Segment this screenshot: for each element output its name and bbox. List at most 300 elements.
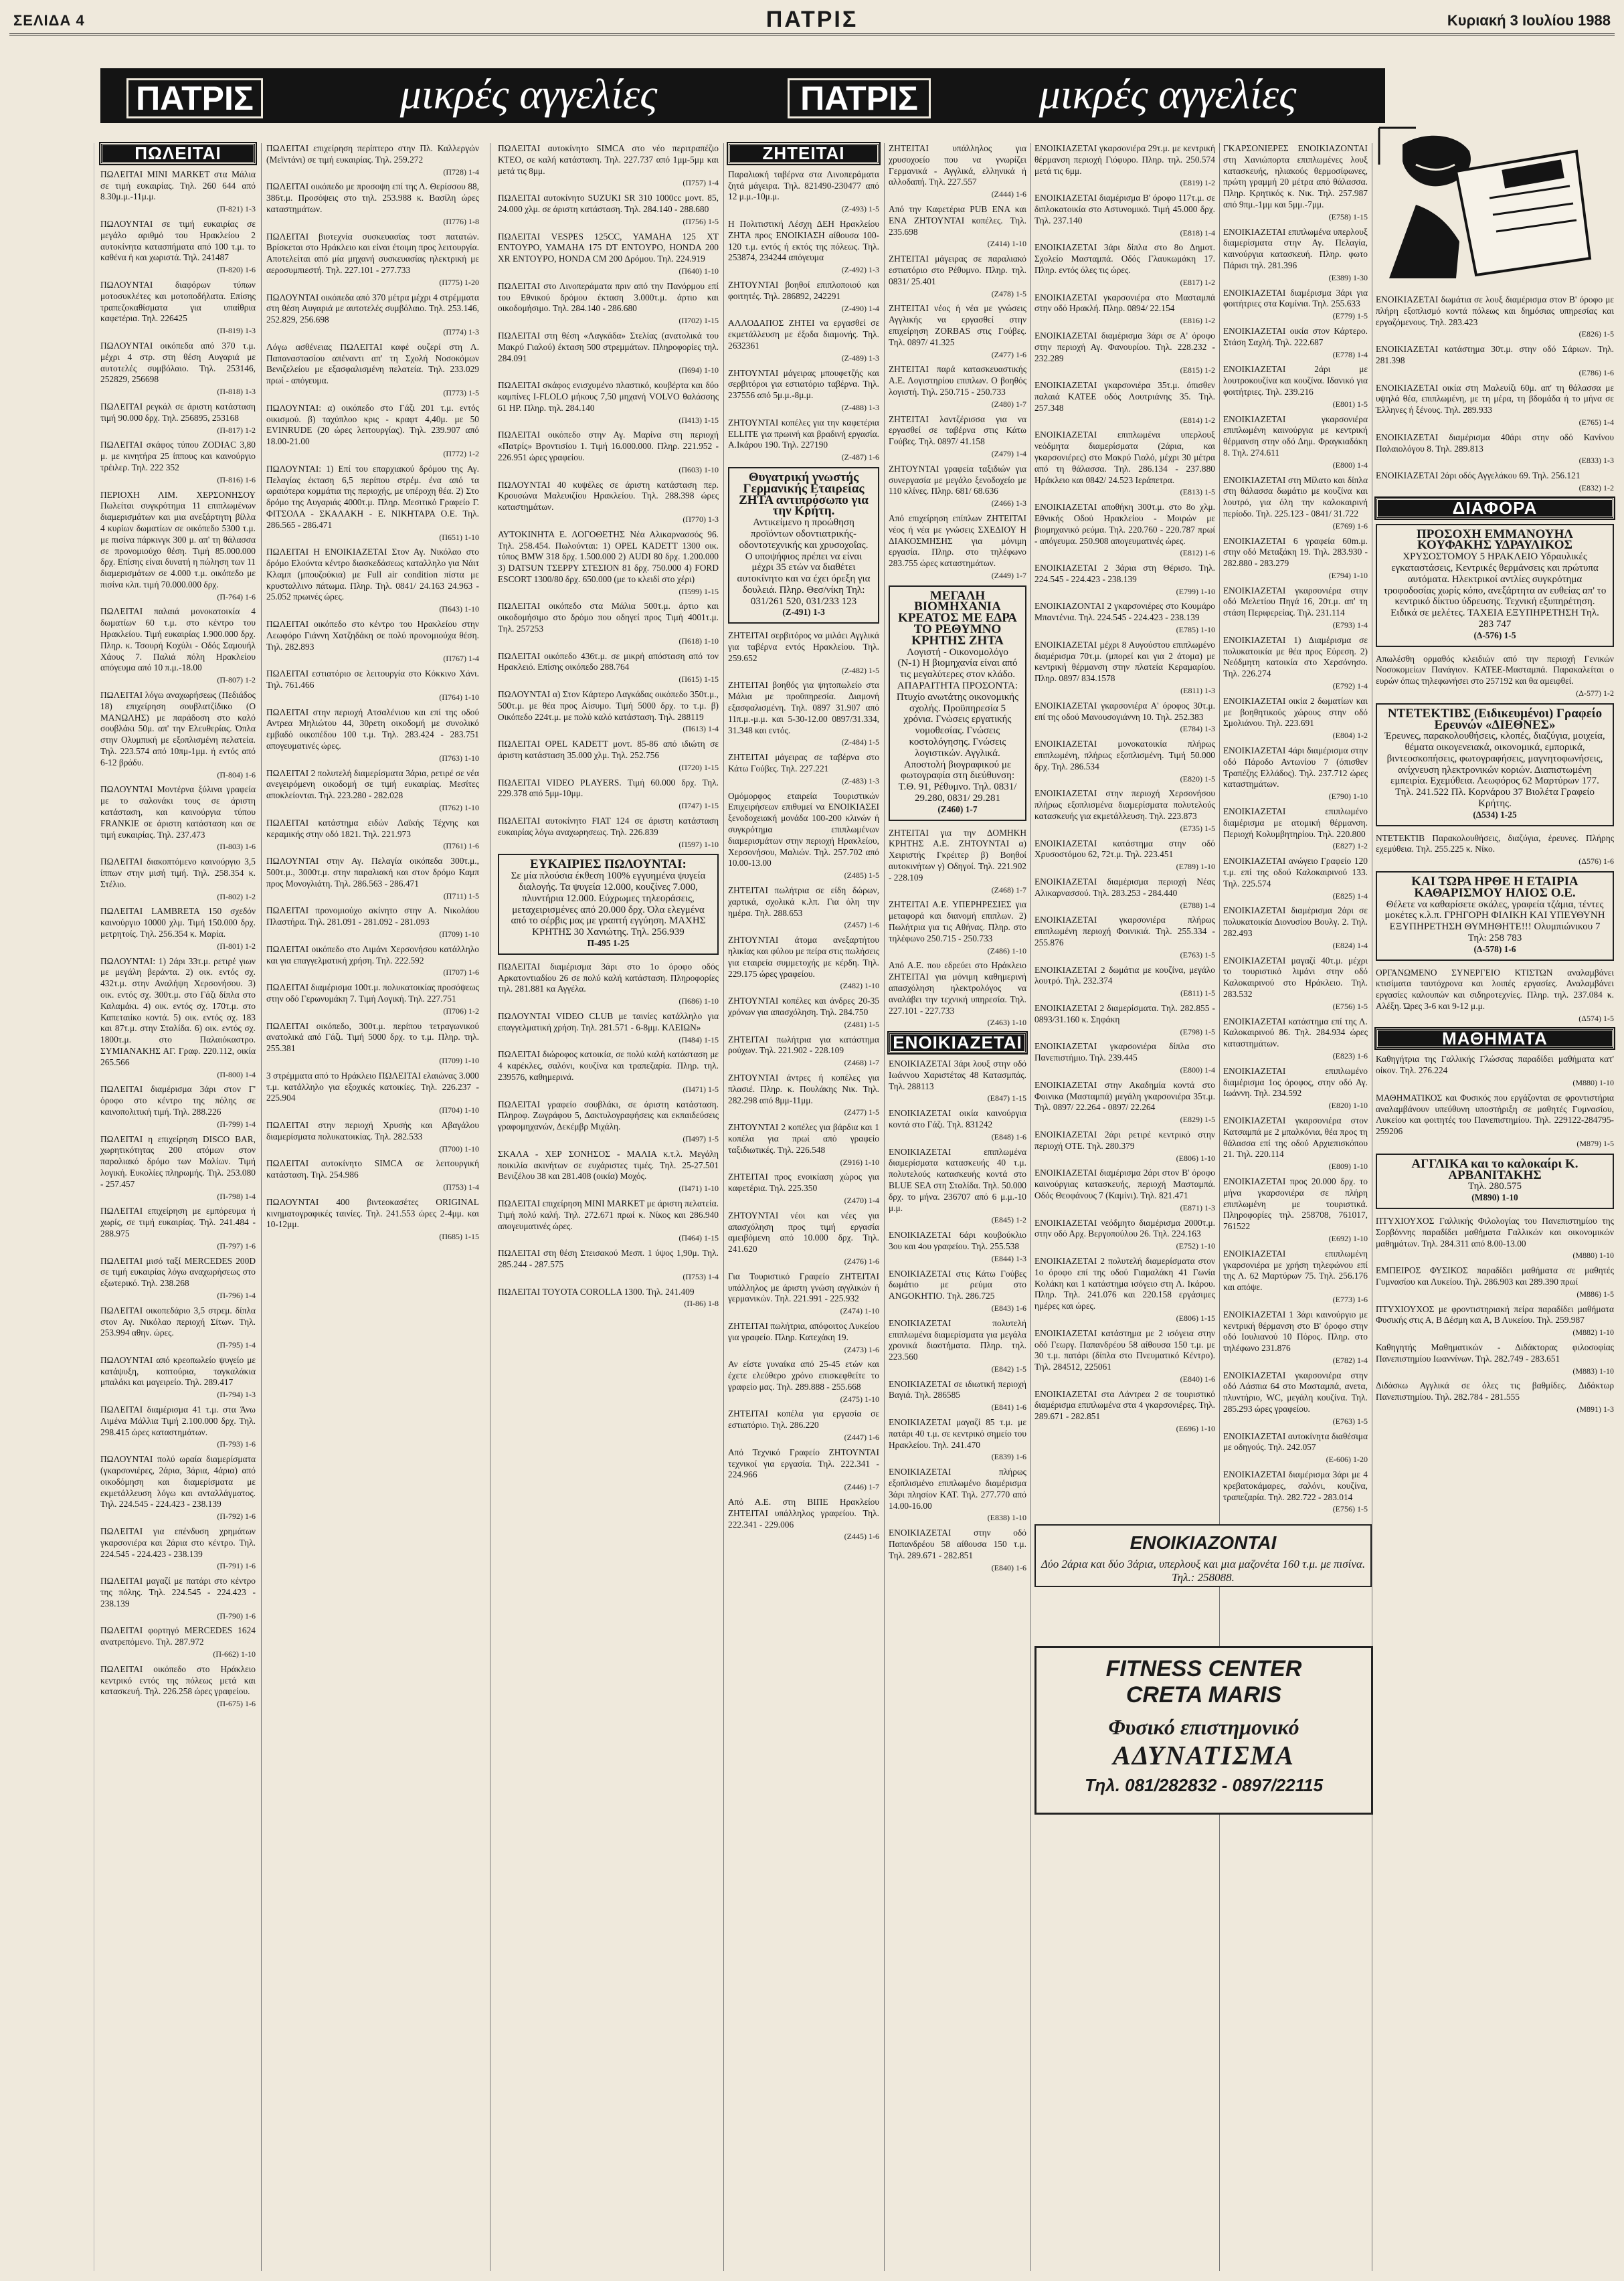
- patris-logo-right: ΠΑΤΡΙΣ: [783, 74, 935, 123]
- classified-ad: [728, 1359, 879, 1404]
- classified-ad: [1376, 432, 1614, 466]
- ad-text: ΠΩΛΕΙΤΑΙ διαμέρισμα 41 τ.μ. στα Άνω Λιμένα Μάλλια Τιμή 2.100.000 δρχ. Τηλ. 298.415 ώρες καταστημάτων.: [100, 1404, 256, 1437]
- ad-code: (Ζ445) 1-6: [844, 1532, 879, 1542]
- column-rule: [261, 143, 262, 2271]
- ad-code: (Ζ916) 1-10: [840, 1157, 879, 1167]
- classified-ad: [1034, 965, 1215, 999]
- classified-ad: [1223, 227, 1368, 284]
- ad-code: (Ε801) 1-5: [1332, 399, 1368, 409]
- classified-ad: [100, 1256, 256, 1301]
- classified-ad: [1223, 1249, 1368, 1305]
- classified-ad: [498, 739, 719, 773]
- ad-text: ΖΗΤΕΙΤΑΙ παρά κατασκευαστικής Α.Ε. Λογιστηρίου επιπλων. Ο βοηθός λογιστή. Τηλ. 250.715 - 250.733: [889, 364, 1026, 397]
- ad-code: (Π603) 1-10: [679, 464, 719, 474]
- ad-code: (Ε827) 1-2: [1332, 841, 1368, 851]
- ad-text: ΕΜΠΕΙΡΟΣ ΦΥΣΙΚΟΣ παραδίδει μαθήματα σε μαθητές Γυμνασίου και Λυκείου. Τηλ. 286.903 και 289.390 πρωί: [1376, 1265, 1614, 1287]
- classified-ad: [266, 1120, 479, 1154]
- ad-code: (Ζ486) 1-10: [987, 945, 1026, 955]
- ad-text: ΕΝΟΙΚΙΑΖΕΤΑΙ στα Λάντρεα 2 σε τουριστικό διαμέρισμα επιπλωμένα στα 4 γκαρσονιέρες. Τηλ. 289.671 - 282.851: [1034, 1388, 1215, 1422]
- ad-text: ΠΩΛΕΙΤΑΙ βιοτεχνία συσκευασίας τοστ πατατών. Βρίσκεται στο Ηράκλειο και είναι έτοιμη προς λειτουργία. Αποτελείται από μία μηχανή συσκευασίας ηλεκτρική με αεροσυμπιεστή. Τηλ. 227.101 - 277.733: [266, 231, 479, 275]
- ad-code: (Ε838) 1-10: [987, 1513, 1026, 1523]
- classified-ad: [889, 414, 1026, 460]
- ad-code: (Ζ-493) 1-5: [841, 204, 879, 214]
- ads-list: [1376, 294, 1614, 494]
- ad-code: (Π762) 1-10: [439, 803, 479, 813]
- ad-text: ΠΩΛΟΥΝΤΑΙ από κρεοπωλείο ψυγείο με κατάψυξη, κοπτούρια, ταγκαλάκια μπαλάκι και μαγειρείο. Τηλ. 289.417: [100, 1354, 256, 1388]
- ad-text: ΕΝΟΙΚΙΑΖΕΤΑΙ διαμέρισμα Β' όροφο 117τ.μ. σε διπλοκατοικία στο Αστυνομικό. Τιμή 45.000 δρχ. Τηλ. 237.140: [1034, 193, 1215, 225]
- ad-text: ΕΝΟΙΚΙΑΖΕΤΑΙ στην οδό Παπανδρέου 58 αίθουσα 150 τ.μ. Τηλ. 289.671 - 282.851: [889, 1528, 1026, 1560]
- ad-code: (Ε786) 1-6: [1578, 367, 1614, 377]
- boxed-ad: [1376, 1154, 1614, 1209]
- ad-text: Καθηγητής Μαθηματικών - Διδάκτορας φιλοσοφίας Πανεπιστημίου Ιωαννίνων. Τηλ. 282.749 - 283.651: [1376, 1342, 1614, 1364]
- classified-ad: [266, 707, 479, 764]
- ad-text: ΠΩΛΕΙΤΑΙ επιχείρηση MINI MARKET με άριστη πελατεία. Τιμή πολύ καλή. Τηλ. 272.671 πρωί κ. Νίκος και 286.940 απογευματινές ώρες.: [498, 1198, 719, 1231]
- classified-ad: [1034, 1041, 1215, 1075]
- ad-text: ΕΝΟΙΚΙΑΖΕΤΑΙ οικία στον Κάρτερο. Στάση Σαχλή. Τηλ. 222.687: [1223, 325, 1368, 347]
- ad-text: ΠΤΥΧΙΟΥΧΟΣ με φροντιστηριακή πείρα παραδίδει μαθήματα Φυσικής στις Α, Β Δέσμη και Α, Β Λυκείου. Τηλ. 259.987: [1376, 1303, 1614, 1326]
- ad-code: (Δ-578) 1-6: [1473, 943, 1516, 954]
- ad-code: (Ζ475) 1-10: [840, 1394, 879, 1404]
- ad-code: (Ζ-491) 1-3: [782, 607, 825, 618]
- classified-ad: [266, 818, 479, 852]
- ad-text: ΧΡΥΣΟΣΤΟΜΟΥ 5 ΗΡΑΚΛΕΙΟ Υδραυλικές εγκαταστάσεις, Κεντρικές θερμάνσεις και πρώτυπα αυτόματα. Ηλεκτρικοί αντλίες συγκρότημα τροφοδοσίας χωρίς κόπο, ανεξάρτητα αν ευθείας απ' το κεντρικό δίκτυο ύδρευσης. Τεχνική εξυπηρέτηση. Ειδικά σε μελέτες. ΤΑΧΕΙΑ ΕΞΥΠΗΡΕΤΗΣΗ Τηλ. 283 747: [1383, 551, 1607, 630]
- ad-code: (Ε820) 1-10: [1328, 1101, 1368, 1111]
- ad-code: (Μ880) 1-10: [1572, 1078, 1614, 1088]
- ad-code: (Ε815) 1-2: [1180, 365, 1215, 375]
- ad-code: (Μ879) 1-5: [1576, 1139, 1614, 1148]
- ad-text: ΠΩΛΕΙΤΑΙ επιχείρηση περίπτερο στην Πλ. Καλλεργών (Μεϊντάνι) σε τιμή ευκαιρίας. Τηλ. 259.272: [266, 143, 479, 165]
- classified-ad: [1223, 1469, 1368, 1515]
- ad-text: ΠΩΛΕΙΤΑΙ οικόπεδο 436τ.μ. σε μικρή απόσταση από τον Ηρακλειό. Επίσης οικόπεδο 288.764: [498, 650, 719, 672]
- ad-text: Από την Καφετέρια PUB ENA και ENA ΖΗΤΟΥΝΤΑΙ κοπέλες. Τηλ. 235.698: [889, 203, 1026, 237]
- ad-code: (Ζ-492) 1-3: [841, 265, 879, 275]
- classified-ad: [1034, 242, 1215, 288]
- classified-ad: [728, 318, 879, 363]
- classified-ad: [1376, 470, 1614, 494]
- ad-code: (Ε840) 1-6: [1180, 1374, 1215, 1384]
- ad-text: 3 στρέμματα από το Ηράκλειο ΠΩΛΕΙΤΑΙ ελαιώνας 3.000 τ.μ. κατάλληλο για εξοχικές κατοικίες. Τηλ. 226.237 - 225.904: [266, 1070, 479, 1103]
- ad-text: ΕΝΟΙΚΙΑΖΕΤΑΙ γκαρσονιέρα δίπλα στο Πανεπιστήμιο. Τηλ. 239.445: [1034, 1041, 1215, 1063]
- ad-text: ΖΗΤΕΙΤΑΙ υπάλληλος για χρυσοχοείο που να γνωρίζει Γερμανικά - Αγγλικά, ελληνικά ή αλλοδαπή. Τηλ. 227.557: [889, 143, 1026, 187]
- ad-text: ΕΝΟΙΚΙΑΖΕΤΑΙ επιπλωμένα υπερλουξ νεόδμητα διαμερίσματα (2άρια, και γκαρσονιέρες) στο Μακρύ Γιαλό, μέχρι 30 μέτρα από τη θάλασσα. Τηλ. 286.134 - 237.880 Ηράκλειο και 0842/ 24.523 Ιεράπετρα.: [1034, 430, 1215, 485]
- classified-ad: [100, 341, 256, 397]
- classified-ad: [728, 1073, 879, 1118]
- classified-ad: [728, 169, 879, 215]
- classified-ad: [266, 1021, 479, 1067]
- ad-text: ΕΝΟΙΚΙΑΖΕΤΑΙ γκαρσονιέρα επιπλωμένη καινούργια με κεντρική θέρμανση στην οδό Δημ. Φραγκιαδάκη 8. Τηλ. 274.611: [1223, 414, 1368, 458]
- column-rule: [884, 143, 885, 2271]
- fitness-line-1: FITNESS CENTER: [1105, 1656, 1302, 1681]
- ad-text: ΕΝΟΙΚΙΑΖΕΤΑΙ οικία καινούργια κοντά στο Γάζι. Τηλ. 831242: [889, 1108, 1026, 1129]
- classified-ad: [1223, 745, 1368, 802]
- classified-ad: [889, 1379, 1026, 1413]
- classified-ad: [728, 280, 879, 314]
- fitness-line-4: ΑΔΥΝΑΤΙΣΜΑ: [1113, 1740, 1295, 1770]
- classified-ad: [1376, 1054, 1614, 1088]
- ad-code: (Ε794) 1-10: [1328, 570, 1368, 580]
- ad-code: (Π704) 1-10: [439, 1105, 479, 1115]
- ad-text: ΠΩΛΕΙΤΑΙ LAMBRETA 150 σχεδόν καινούργιο 10000 χλμ. Τιμή 150.000 δρχ. μετρητοίς. Τηλ. 256.354 κ. Μαρία.: [100, 906, 256, 939]
- ad-text: ΕΝΟΙΚΙΑΖΕΤΑΙ 1) Διαμέρισμα σε πολυκατοικία με θέα προς Εύρεση. 2) Νεόδμητη κατοικία στο Χερσόνησο. Τηλ. 226.274: [1223, 634, 1368, 679]
- classified-ad: [889, 1269, 1026, 1314]
- ad-text: ΕΝΟΙΚΙΑΖΕΤΑΙ γκαρσονιέρα πλήρως επιπλωμένη περιοχή Φοινικιά. Τηλ. 255.334 - 255.876: [1034, 915, 1215, 947]
- classified-ad: [100, 606, 256, 686]
- ad-code: (Ε823) 1-6: [1332, 1051, 1368, 1061]
- ad-text: Λογιστή - Οικονομολόγο (Ν-1) Η βιομηχανία είναι από τις μεγαλύτερες στον κλάδο. ΑΠΑΡΑΙΤΗΤΑ ΠΡΟΣΟΝΤΑ: Πτυχίο ανωτάτης οικονομικής σχολής. Προϋπηρεσία 5 χρόνια. Γνώσεις εργατικής νομοθεσίας. Γνώσεις κοστολόγησης. Γνώσεις λογιστικών. Αγγλικά. Αποστολή βιογραφικού με φωτογραφία στη διεύθυνση: Τ.Θ. 91, Ρέθυμνο. Τηλ. 0831/ 29.280, 0831/ 29.281: [896, 646, 1019, 804]
- ad-text: ΕΝΟΙΚΙΑΖΕΤΑΙ πολυτελή επιπλωμένα διαμερίσματα για μεγάλα χρονικά διαστήματα. Πληρ. τηλ. 223.560: [889, 1317, 1026, 1362]
- ad-code: (Ζ446) 1-7: [844, 1482, 879, 1492]
- boxed-ad-heading: ΜΕΓΑΛΗ ΒΙΟΜΗΧΑΝΙΑ ΚΡΕΑΤΟΣ ΜΕ ΕΔΡΑ ΤΟ ΡΕΘΥΜΝΟ ΚΡΗΤΗΣ ΖΗΤΑ: [898, 588, 1017, 648]
- ad-text: ΕΝΟΙΚΙΑΖΟΝΤΑΙ 2 γκαρσονιέρες στο Κουμάρο Μπαντένια. Τηλ. 224.545 - 224.423 - 238.139: [1034, 601, 1215, 623]
- classified-ad: [498, 1011, 719, 1045]
- ad-code: (Ζ-490) 1-4: [841, 303, 879, 313]
- ad-text: ΠΩΛΕΙΤΑΙ οικοπεδάριο 3,5 στρεμ. δίπλα στον Αγ. Νικόλαο περιοχή Σίτων. Τηλ. 253.994 αθην. ώρες.: [100, 1305, 256, 1338]
- classified-ad: [266, 464, 479, 543]
- ads-list: [1376, 1054, 1614, 1415]
- ad-code: (Ε871) 1-3: [1180, 1202, 1215, 1212]
- classified-ad: [1376, 1380, 1614, 1415]
- ad-code: (Π-801) 1-2: [217, 941, 256, 951]
- classified-ad: [889, 960, 1026, 1028]
- ad-code: (Π-675) 1-6: [217, 1699, 256, 1709]
- ad-text: ΠΩΛΕΙΤΑΙ σκάφος ενισχυμένο πλαστικό, κουβέρτα και δύο καμπίνες Ι-FLOLO μήκους 7,50 μηχανή VOLVO θαλάσσης 61 HP. Πληρ. τηλ. 284.140: [498, 380, 719, 413]
- ad-text: ΠΩΛΟΥΝΤΑΙ α) Στον Κάρτερο Λαγκάδας οικόπεδο 350τ.μ., 500τ.μ. με θέα προς Αίσυμο. Τιμή 5000 δρχ. το τ.μ. β) Οικόπεδο 224τ.μ. με πολύ καλό κατάσταση. Τηλ. 288119: [498, 689, 719, 722]
- ad-code: (Ζ449) 1-7: [991, 570, 1026, 580]
- classified-ad: [498, 689, 719, 735]
- ad-code: (Ζ460) 1-7: [937, 804, 978, 814]
- ad-text: ΠΩΛΕΙΤΑΙ οικόπεδο στην Αγ. Μαρίνα στη περιοχή «Πατρίς» Βροντισίου 1. Τιμή 16.000.000. Πληρ. 221.952 - 226.951 ώρες γραφείου.: [498, 430, 719, 462]
- boxed-ad: [1376, 871, 1614, 961]
- classified-ad: [1034, 380, 1215, 426]
- ad-text: ΠΩΛΕΙΤΑΙ μαγαζί με πατάρι στο κέντρο της πόλης. Τηλ. 224.545 - 224.423 - 238.139: [100, 1576, 256, 1609]
- ad-code: (Ζ-484) 1-5: [841, 737, 879, 747]
- classified-ad: [728, 1172, 879, 1206]
- ads-list: [889, 1059, 1026, 1573]
- classifieds-title-right: μικρές αγγελίες: [1039, 70, 1297, 118]
- ad-code: (Ζ468) 1-7: [844, 1058, 879, 1068]
- ad-text: Απωλέσθη ορμαθός κλειδιών από την περιοχή Γενικών Νοσοκομείων Πανάγιον. ΚΑΤΕΕ-Μασταμπά. Παρακαλείται ο ευρών όπως τηλεφωνήσει στο 257192 και θα αμειφθεί.: [1376, 653, 1614, 687]
- ad-code: (Ε769) 1-6: [1332, 521, 1368, 531]
- ad-code: (Π753) 1-4: [683, 1271, 719, 1281]
- classified-ad: [728, 791, 879, 881]
- ad-code: (Π764) 1-10: [439, 692, 479, 702]
- ad-text: Για Τουριστικό Γραφείο ΖΗΤΕΙΤΑΙ υπάλληλος με άριστη γνώση αγγλικών ή γερμανικών. Τηλ. 221.991 - 225.932: [728, 1271, 879, 1304]
- ad-code: (Π757) 1-4: [683, 178, 719, 188]
- ad-code: (Π728) 1-4: [443, 167, 479, 177]
- ad-code: (Π767) 1-4: [443, 654, 479, 664]
- ad-code: (Ε826) 1-5: [1578, 329, 1614, 339]
- classified-ad: [1223, 143, 1368, 223]
- classified-ad: [1223, 696, 1368, 741]
- classified-ad: [1034, 838, 1215, 873]
- classified-ad: [100, 440, 256, 485]
- ad-text: Από επιχείρηση επίπλων ΖΗΤΕΙΤΑΙ νέος ή νέα με γνώσεις ΣΧΕΔΙΟΥ Η ΔΙΑΚΟΣΜΗΣΗΣ για μόνιμη εργασία. Πληρ. στο τηλέφωνο 283.755 ώρες καταστημάτων.: [889, 513, 1026, 569]
- ad-code: (Ε847) 1-15: [987, 1093, 1026, 1103]
- classified-ad: [889, 1528, 1026, 1573]
- ad-text: ΕΝΟΙΚΙΑΖΕΤΑΙ επιπλωμένο διαμέρισμα 1ος όροφος, στην οδό Αγ. Ιωάννη. Τηλ. 234.592: [1223, 1065, 1368, 1099]
- ad-text: Τηλ. 280.575: [1468, 1181, 1522, 1192]
- classified-ad: [498, 430, 719, 475]
- ad-code: (Π599) 1-15: [679, 586, 719, 596]
- ad-code: (Π707) 1-6: [443, 968, 479, 978]
- ad-code: (Ζ474) 1-10: [840, 1306, 879, 1316]
- classified-ad: [266, 668, 479, 703]
- classified-ad: [498, 380, 719, 426]
- classified-ad: [266, 547, 479, 615]
- classified-ad: [1034, 1168, 1215, 1213]
- ad-text: ΖΗΤΟΥΝΤΑΙ 2 κοπέλες για βάρδια και 1 κοπέλα για πρωί από γραφείο ταξιδιωτικές. Τηλ. 226.548: [728, 1122, 879, 1155]
- classified-ad: [100, 1576, 256, 1621]
- classified-ad: [498, 1099, 719, 1145]
- classified-ad: [1223, 1016, 1368, 1062]
- ad-code: (Ε833) 1-3: [1578, 456, 1614, 466]
- ad-code: (Π685) 1-15: [439, 1232, 479, 1242]
- boxed-ad-heading: ΝΤΕΤΕΚΤΙΒΣ (Ειδικευμένοι) Γραφείο Ερευνών «ΔΙΕΘΝΕΣ»: [1387, 706, 1603, 732]
- ad-text: ΠΩΛΕΙΤΑΙ η επιχείρηση DISCO BAR, χωρητικότητας 200 ατόμων στον παραλιακό δρόμο των Μαλίων. Τιμή λογική. Ευκολίες πληρωμής. Τηλ. 253.080 - 257.457: [100, 1133, 256, 1189]
- ad-text: Σε μία πλούσια έκθεση 100% εγγυημένα ψυγεία διαλογής. Τα ψυγεία 12.000, κουζίνες 7.000, πλυντήρια 12.000. Εύχρωμες τηλεοράσεις, μεταχειρισμένες από 20.000 δρχ. Όλα ελεγμένα από το σέρβις μας με γραπτή εγγύηση. ΜΑΧΗΣ ΚΡΗΤΗΣ 30 Χανιώτης. Τηλ. 256.939: [511, 871, 706, 938]
- classified-ad: [1034, 701, 1215, 735]
- ad-text: ΠΩΛΟΥΝΤΑΙ διαφόρων τύπων μοτοσυκλέτες και μοτοποδήλατα. Επίσης τραπεζοκαθίσματα για υπαίθρια καφετέρια. Τηλ. 226425: [100, 279, 256, 324]
- section-header-wanted: ΖΗΤΕΙΤΑΙ: [728, 143, 879, 164]
- boxed-ad-heading: ΚΑΙ ΤΩΡΑ ΗΡΘΕ Η ΕΤΑΙΡΙΑ ΚΑΘΑΡΙΣΜΟΥ ΗΛΙΟΣ Ο.Ε.: [1411, 875, 1578, 900]
- classified-ad: [728, 885, 879, 931]
- classified-ad: [889, 204, 1026, 250]
- ads-list: [1034, 143, 1215, 1435]
- classified-ad: [100, 690, 256, 780]
- ad-code: (Μ883) 1-10: [1572, 1366, 1614, 1376]
- ad-text: ΕΝΟΙΚΙΑΖΕΤΑΙ μέχρι 8 Αυγούστου επιπλωμένο διαμέρισμα 70τ.μ. (μπορεί και για 2 άτομα) με κεντρική θέρμανση στην πλατεία Κεραμαρίου. Πληρ. 0897/ 834.1578: [1034, 639, 1215, 684]
- classified-ad: [498, 1287, 719, 1310]
- ad-code: (Ζ482) 1-10: [840, 981, 879, 991]
- ad-text: ΖΗΤΕΙΤΑΙ πωλήτρια για κατάστημα ρούχων. Τηλ. 221.902 - 228.109: [728, 1034, 879, 1056]
- ad-text: ΖΗΤΟΥΝΤΑΙ κοπέλες για την καφετέρια ELLITE για πρωινή και βραδινή εργασία. Α.Ικάρου 190. Τηλ. 227190: [728, 417, 879, 450]
- classified-ad: [1376, 1304, 1614, 1338]
- ad-code: (Π651) 1-10: [439, 532, 479, 542]
- ad-text: ΠΩΛΕΙΤΑΙ διαμέρισμα 3άρι στον Γ' όροφο στο κέντρο της πόλης σε καινοπολιτική τιμή. Τηλ. 288.226: [100, 1084, 256, 1117]
- ad-text: ΠΩΛΕΙΤΑΙ στην περιοχή Ατσαλένιου και επί της οδού Αντρεα Μηλιώτου 44, 30ρετη οικοδομή με συνολικό εμβαδό οικοπέδου 100 τ.μ. Τηλ. 283.424 - 283.751 απογευματινές ώρες.: [266, 707, 479, 751]
- classified-ad: [1223, 1431, 1368, 1465]
- ad-text: ΖΗΤΕΙΤΑΙ προς ενοικίαση χώρος για καφετέρια. Τηλ. 225.350: [728, 1172, 879, 1194]
- column-6: [1034, 143, 1215, 1508]
- ad-code: (Ε829) 1-5: [1180, 1115, 1215, 1125]
- ad-text: ΠΩΛΟΥΝΤΑΙ VIDEO CLUB με ταινίες κατάλληλο για επαγγελματική χρήση. Τηλ. 281.571 - 6-8μμ. ΚΛΕΙΩΝ»: [498, 1010, 719, 1032]
- ad-text: ΠΩΛΕΙΤΑΙ αυτοκίνητο SIMCA σε λειτουργική κατάσταση. Τηλ. 254.986: [266, 1158, 479, 1180]
- ad-code: (Π775) 1-20: [439, 277, 479, 287]
- ad-text: ΠΩΛΕΙΤΑΙ για επένδυση χρημάτων γκαρσονιέρα και 2άρια στο κέντρο. Τηλ. 224.545 - 224.423 - 238.139: [100, 1526, 256, 1559]
- ad-text: ΠΩΛΕΙΤΑΙ διαμέρισμα 100τ.μ. πολυκατοικίας προσόψεως στην οδό Γερωνυμάκη 7. Τιμή Λογική. Τηλ. 227.751: [266, 982, 479, 1004]
- classified-ad: [889, 1108, 1026, 1142]
- classified-ad: [1034, 739, 1215, 784]
- ad-code: (Π464) 1-15: [679, 1233, 719, 1243]
- column-5: [889, 143, 1026, 1577]
- ad-text: ΠΩΛΟΥΝΤΑΙ στην Αγ. Πελαγία οικόπεδα 300τ.μ., 500τ.μ., 3000τ.μ. στην παραλιακή και στον δρόμο Καμπ προς Μονογλιάτη. Τηλ. 286.563 - 286.471: [266, 856, 479, 889]
- ad-text: ΕΝΟΙΚΙΑΖΕΤΑΙ διαμέρισμα 3άρι για φοιτήτριες στα Καμίνια. Τηλ. 255.633: [1223, 287, 1368, 309]
- column-3: [498, 143, 719, 1313]
- paper-name: ΠΑΤΡΙΣ: [765, 7, 859, 32]
- ad-text: ΠΩΛΕΙΤΑΙ γραφείο σουβλάκι, σε άριστη κατάσταση. Πληροφ. Ζωγράφου 5, Δακτυλογραφήσεις και εκπαιδεύσεις γραφομηχανών, Δεκέμβρ Μιχάλη.: [498, 1099, 719, 1132]
- ad-code: (Ε812) 1-6: [1180, 548, 1215, 558]
- column-8: [1376, 294, 1614, 1419]
- classified-ad: [728, 1497, 879, 1542]
- ad-code: (Ε752) 1-10: [1176, 1241, 1215, 1251]
- ad-text: ΕΝΟΙΚΙΑΖΕΤΑΙ μαγαζί 85 τ.μ. με πατάρι 40 τ.μ. σε κεντρικό σημείο του Ηρακλείου. Τηλ. 241.470: [889, 1417, 1026, 1450]
- ad-text: Καθηγήτρια της Γαλλικής Γλώσσας παραδίδει μαθήματα κατ' οίκον. Τηλ. 276.224: [1376, 1054, 1614, 1076]
- ad-text: ΠΩΛΕΙΤΑΙ σκάφος τύπου ZODIAC 3,80 μ. με κινητήρα 25 ίππους και καινούργιο τρέιλερ. Τηλ. 222 352: [100, 440, 256, 472]
- ad-text: ΠΩΛΕΙΤΑΙ διώροφος κατοικία, σε πολύ καλή κατάσταση με 4 καρέκλες, σαλόνι, κουζίνα και τραπεζαρία. Πληρ. τηλ. 239576, καθημερινά.: [498, 1049, 719, 1082]
- ads-list: [1223, 143, 1368, 1515]
- classified-ad: [1223, 1370, 1368, 1427]
- column-7: [1223, 143, 1368, 1514]
- ad-code: (Ε784) 1-3: [1180, 724, 1215, 734]
- ad-text: ΖΗΤΟΥΝΤΑΙ κοπέλες και άνδρες 20-35 χρόνων για απασχόληση. Τηλ. 284.750: [728, 996, 879, 1017]
- ad-text: ΕΝΟΙΚΙΑΖΕΤΑΙ αποθήκη 300τ.μ. στο 8ο χλμ. Εθνικής Οδού Ηρακλείου - Μοιρών με βιομηχανικό ρεύμα. Τηλ. 220.760 - 220.787 πρωί - απόγευμα. 250.908 απογευματινές ώρες.: [1034, 502, 1215, 546]
- classified-ad: [1034, 1080, 1215, 1125]
- ad-text: ΕΝΟΙΚΙΑΖΕΤΑΙ στην περιοχή Χερσονήσου πλήρως εξοπλισμένα διαμερίσματα πολυτελούς κατασκευής για εκμετάλλευση. Τηλ. 223.873: [1034, 788, 1215, 822]
- classified-ad: [1223, 1115, 1368, 1172]
- ad-code: (Ε843) 1-6: [991, 1303, 1026, 1313]
- ad-text: ΠΩΛΕΙΤΑΙ διακοπτόμενο καινούργιο 3,5 ίππων στην μισή τιμή. Τηλ. 258.354 κ. Στέλιο.: [100, 856, 256, 889]
- ad-code: (Ε778) 1-4: [1332, 349, 1368, 359]
- ad-text: Θέλετε να καθαρίσετε σκάλες, γραφεία τζάμια, τέντες μοκέτες κ.λ.π. ΓΡΗΓΟΡΗ ΦΙΛΙΚΗ ΚΑΙ ΥΠΕΥΘΥΝΗ ΕΞΥΠΗΡΕΤΗΣΗ ΘΥΜΗΘΗΤΕ!!! Ολυμπιώνικου 7 Τηλ: 258 783: [1384, 899, 1605, 944]
- classified-ad: [498, 529, 719, 598]
- column-rule: [723, 143, 724, 2271]
- ad-code: (Π-820) 1-6: [217, 265, 256, 275]
- ad-text: ΑΛΛΟΔΑΠΟΣ ΖΗΤΕΙ να εργασθεί σε εκμετάλλευση με έξοδα διαμονής. Τηλ. 2632361: [728, 318, 879, 351]
- classified-ad: [1223, 364, 1368, 409]
- ad-code: (Ε798) 1-5: [1180, 1026, 1215, 1036]
- ad-text: ΕΝΟΙΚΙΑΖΕΤΑΙ αυτοκίνητα διαθέσιμα με οδηγούς. Τηλ. 242.057: [1223, 1431, 1368, 1453]
- ad-code: (Ε800) 1-4: [1332, 460, 1368, 470]
- ad-text: ΠΩΛΟΥΝΤΑΙ: α) οικόπεδο στο Γάζι 201 τ.μ. εντός οικισμού. β) ταχύπλοο κρις - κραφτ 4,40μ. με 50 EVINRUDE (20 ώρες λειτουργίας). Τηλ. 239.907 από 18.00-21.00: [266, 402, 479, 447]
- ad-code: (Π-799) 1-4: [217, 1119, 256, 1129]
- classified-ad: [266, 1071, 479, 1116]
- classified-ad: [100, 401, 256, 436]
- ad-text: ΖΗΤΕΙΤΑΙ νέος ή νέα με γνώσεις Αγγλικής να εργασθεί στην επιχείρηση ZORBAS στις Γούβες. Τηλ. 0897/ 41.325: [889, 303, 1026, 347]
- classified-ad: [889, 1318, 1026, 1375]
- ad-code: (Ε785) 1-10: [1176, 625, 1215, 635]
- column-1: [100, 143, 256, 1714]
- ad-text: ΕΝΟΙΚΙΑΖΕΤΑΙ διαμέρισμα 2άρι σε πολυκατοικία Διονυσίου Βουλγ. 2. Τηλ. 282.493: [1223, 905, 1368, 938]
- classified-ad: [1223, 585, 1368, 631]
- ad-code: (Π-807) 1-2: [217, 675, 256, 685]
- ad-text: ΠΩΛΕΙΤΑΙ προνομιούχο ακίνητο στην Α. Νικολάου Πλαστήρα. Τηλ. 281.091 - 281.092 - 281.093: [266, 905, 479, 927]
- ad-code: (Π763) 1-10: [439, 753, 479, 763]
- ad-text: ΝΤΕΤΕΚΤΙΒ Παρακολουθήσεις, διαζύγια, έρευνες. Πλήρης εχεμύθεια. Τηλ. 255.225 κ. Νίκο.: [1376, 832, 1614, 854]
- ad-code: (Π686) 1-10: [679, 996, 719, 1006]
- classified-ad: [889, 364, 1026, 409]
- classified-ad: [100, 1404, 256, 1450]
- ad-code: (Π471) 1-5: [683, 1084, 719, 1094]
- ad-code: (Π-816) 1-6: [217, 474, 256, 484]
- classified-ad: [498, 816, 719, 850]
- ad-text: ΠΩΛΕΙΤΑΙ αυτοκίνητο FIAT 124 σε άριστη κατάσταση ευκαιρίας λόγω αναχωρησεως. Τηλ. 226.839: [498, 816, 719, 837]
- ad-text: ΕΝΟΙΚΙΑΖΕΤΑΙ κατάστημα 30τ.μ. στην οδό Σάριων. Τηλ. 281.398: [1376, 344, 1614, 365]
- ad-code: (Π618) 1-10: [679, 636, 719, 646]
- ad-code: (Π-794) 1-3: [217, 1390, 256, 1400]
- ad-code: (Ζ477) 1-6: [991, 349, 1026, 359]
- classified-ad: [100, 280, 256, 337]
- ad-text: ΠΩΛΟΥΝΤΑΙ οικόπεδα από 370 μέτρα μέχρι 4 στρέμματα στη θέση Αυγαριά με αυτοτελές συμβόλαιο. Τηλ. 253.146, 252.829, 256.698: [266, 292, 479, 325]
- ad-text: ΕΝΟΙΚΙΑΖΕΤΑΙ μαγαζί 40τ.μ. μέχρι το τουριστικό λιμάνι στην οδό Καλοκαιρινού στο Ηράκλειο. Τηλ. 283.532: [1223, 955, 1368, 999]
- ad-text: ΖΗΤΕΙΤΑΙ σερβιτόρος να μιλάει Αγγλικά για ταβέρνα εντός Ηρακλείου. Τηλ. 259.652: [728, 630, 879, 663]
- boxed-ad-heading: ΕΥΚΑΙΡΙΕΣ ΠΩΛΟΥΝΤΑΙ:: [530, 857, 687, 872]
- ad-text: ΠΩΛΕΙΤΑΙ ρεγκάλ σε άριστη κατάσταση τιμή 90.000 δρχ. Τηλ. 256895, 253168: [100, 401, 256, 423]
- ad-text: Από Α.Ε. που εδρεύει στο Ηράκλειο ΖΗΤΕΙΤΑΙ για μόνιμη καθημερινή απασχόληση ηλεκτρολόγος να αναλάβει την τεχνική υπηρεσία. Τηλ. 227.101 - 227.733: [889, 960, 1026, 1016]
- ad-text: ΠΩΛΟΥΝΤΑΙ: 1) Επί του επαρχιακού δρόμου της Αγ. Πελαγίας έκταση 6,5 περίπου στρέμ. ένα από τα ωραιότερα κομμάτια της περιοχής, με υπέροχη θέα. 2) Στο δρόμο της Αυγαριάς 4000τ.μ. Πληρ. Μεσιτικό Γραφείο Γ. ΦΙΤΣΟΛΑ - ΣΚΑΛΑΚΗ - Ε. ΝΙΚΗΤΑΡΑ Ο.Ε. Τηλ. 286.565 - 286.471: [266, 463, 479, 530]
- classified-ad: [889, 1147, 1026, 1226]
- ad-text: ΠΩΛΕΙΤΑΙ MINI MARKET στα Μάλια σε τιμή ευκαιρίας. Τηλ. 260 644 από 8.30μ.μ.-11μ.μ.: [100, 169, 256, 202]
- ad-text: ΕΝΟΙΚΙΑΖΕΤΑΙ διαμέρισμα 40άρι στην οδό Κανίνου Παλαιολόγου 8. Τηλ. 289.813: [1376, 432, 1614, 454]
- classified-ad: [1223, 635, 1368, 692]
- classified-ad: [266, 292, 479, 338]
- ad-code: (Ε817) 1-2: [1180, 277, 1215, 287]
- classified-ad: [1223, 1066, 1368, 1111]
- classified-ad: [100, 1526, 256, 1572]
- ad-code: (Ε692) 1-10: [1328, 1233, 1368, 1243]
- rent-box-text: Δύο 2άρια και δύο 3άρια, υπερλουξ και μια μαζονέτα 160 τ.μ. με πισίνα. Τηλ.: 258088.: [1041, 1558, 1366, 1584]
- fitness-phone: Τηλ. 081/282832 - 0897/22115: [1084, 1775, 1324, 1795]
- classified-ad: [1376, 1216, 1614, 1261]
- section-header-sell: ΠΩΛΕΙΤΑΙ: [100, 143, 256, 164]
- ad-text: ΖΗΤΟΥΝΤΑΙ μάγειρας μπουφετζής και σερβιτόροι για εστιατόριο ταβέρνα. Τηλ. 237556 από 5μ.μ.-8μ.μ.: [728, 367, 879, 401]
- classified-ad: [1376, 383, 1614, 428]
- ad-text: ΠΩΛΟΥΝΤΑΙ οικόπεδα από 370 τ.μ. μέχρι 4 στρ. στη θέση Αυγαριά με αυτοτελές συμβόλαιο. Τηλ. 253146, 252829, 256698: [100, 340, 256, 385]
- ad-code: (Π-764) 1-6: [217, 591, 256, 602]
- ad-code: (Ε756) 1-5: [1332, 1001, 1368, 1011]
- ad-text: ΠΤΥΧΙΟΥΧΟΣ Γαλλικής Φιλολογίας του Πανεπιστημίου της Σορβόννης παραδίδει μαθήματα Γαλλικών και οικονομικών μαθημάτων. Τηλ. 284.311 από 8.00-13.00: [1376, 1215, 1614, 1249]
- ad-code: (Ζ481) 1-5: [844, 1019, 879, 1029]
- ad-code: (Π643) 1-10: [439, 604, 479, 614]
- ad-code: (Ε840) 1-6: [991, 1562, 1026, 1572]
- ad-code: (Ε793) 1-4: [1332, 620, 1368, 630]
- classified-ad: [1034, 193, 1215, 238]
- left-margin: [9, 143, 94, 2271]
- classified-ad: [728, 1034, 879, 1069]
- ad-code: (Ζ-489) 1-3: [841, 353, 879, 363]
- classified-ad: [266, 1197, 479, 1243]
- ad-code: (Ε735) 1-5: [1180, 823, 1215, 833]
- page-number: ΣΕΛΙΔΑ 4: [13, 12, 85, 29]
- issue-date: Κυριακή 3 Ιουλίου 1988: [1447, 12, 1611, 29]
- column-rule: [1219, 143, 1220, 2271]
- ad-text: ΕΝΟΙΚΙΑΖΕΤΑΙ οικία 2 δωματίων και με βοηθητικούς χώρους στην οδό Σμολιάνου. Τηλ. 223.691: [1223, 695, 1368, 729]
- classified-ad: [266, 403, 479, 460]
- classified-ad: [728, 1321, 879, 1355]
- ad-code: (Ε845) 1-2: [991, 1215, 1026, 1225]
- ad-text: ΖΗΤΕΙΤΑΙ κοπέλα για εργασία σε εστιατόριο. Τηλ. 286.220: [728, 1408, 879, 1431]
- ad-code: (Μ891) 1-3: [1576, 1404, 1614, 1414]
- classified-ad: [498, 331, 719, 376]
- classified-ad: [889, 143, 1026, 200]
- ad-text: ΠΩΛΕΙΤΑΙ φορτηγό MERCEDES 1624 ανατρεπόμενο. Τηλ. 287.972: [100, 1625, 256, 1647]
- ad-text: ΠΩΛΕΙΤΑΙ κατάστημα ειδών Λαϊκής Τέχνης και κεραμικής στην οδό 1821. Τηλ. 221.973: [266, 817, 479, 839]
- ad-text: ΣΚΑΛΑ - ΧΕΡ ΣΟΝΗΣΟΣ - ΜΑΛΙΑ κ.τ.λ. Μεγάλη ποικιλία ακινήτων σε ευχάριστες τιμές. Τηλ. 25-27.501 Βενιζέλου 38 και 281.408 (οικία) Μοχός.: [498, 1148, 719, 1182]
- ad-code: (Δ534) 1-25: [1473, 809, 1517, 820]
- ad-code: (Π-818) 1-3: [217, 387, 256, 397]
- ad-text: ΕΝΟΙΚΙΑΖΕΤΑΙ 2 διαμερίσματα. Τηλ. 282.855 - 0893/31.160 κ. Σηφάκη: [1034, 1002, 1215, 1024]
- ad-text: ΕΝΟΙΚΙΑΖΕΤΑΙ νεόδμητο διαμέρισμα 2000τ.μ. στην οδό Αρχ. Βεργοπούλου 26. Τηλ. 224.163: [1034, 1217, 1215, 1239]
- classified-ad: [728, 996, 879, 1030]
- ad-code: (Π-796) 1-4: [217, 1290, 256, 1300]
- ad-code: (Π711) 1-5: [443, 891, 479, 901]
- classified-ad: [266, 1158, 479, 1192]
- classified-ad: [266, 856, 479, 901]
- ad-code: (Π747) 1-15: [679, 801, 719, 811]
- classified-ad: [1034, 1328, 1215, 1385]
- ad-text: ΕΝΟΙΚΙΑΖΕΤΑΙ διαμέρισμα 3άρι με 4 κρεβατοκάμαρες, σαλόνι, κουζίνα, τραπεζαρία. Τηλ. 282.722 - 283.014: [1223, 1469, 1368, 1502]
- ad-code: (Π-662) 1-10: [213, 1649, 256, 1659]
- classified-ad: [889, 513, 1026, 581]
